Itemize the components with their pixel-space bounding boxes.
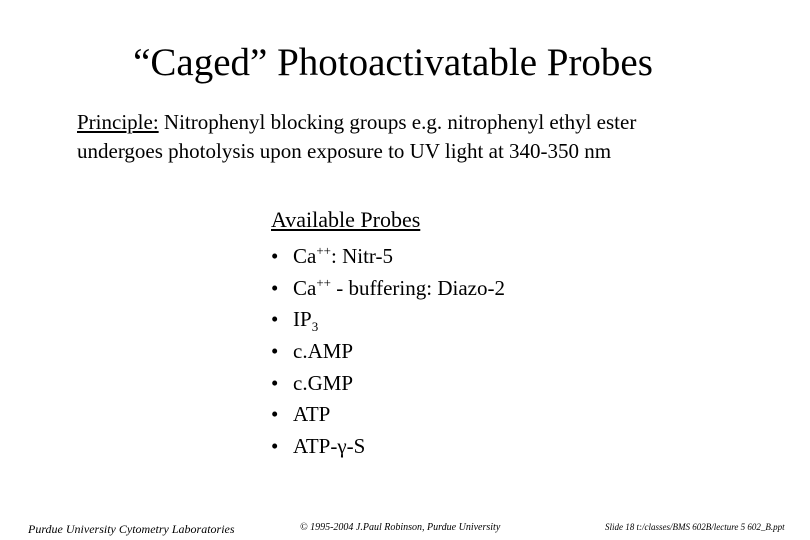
list-item: [271, 336, 505, 368]
probe-base: Ca: [293, 275, 317, 300]
principle-line-1: [77, 108, 777, 137]
probe-superscript: ++: [316, 243, 331, 258]
bullet-icon: •: [271, 339, 279, 364]
principle-line-1-text: Nitrophenyl blocking groups e.g. nitrophenyl ethyl ester: [158, 110, 637, 134]
slide-title: “Caged” Photoactivatable Probes: [133, 41, 653, 84]
list-item: [271, 273, 505, 305]
probe-text: c.AMP: [293, 339, 354, 364]
probe-subscript: 3: [311, 319, 319, 335]
probe-text: ATP: [293, 402, 331, 427]
list-item: [271, 304, 505, 336]
bullet-icon: •: [271, 370, 279, 395]
list-item: [271, 241, 505, 273]
footer-left: Purdue University Cytometry Laboratories: [28, 522, 235, 536]
footer-slide-info: Slide 18 t:/classes/BMS 602B/lecture 5 602_B.ppt: [605, 522, 785, 532]
probe-base: IP: [293, 307, 312, 332]
principle-line-2: undergoes photolysis upon exposure to UV light at 340-350 nm: [77, 139, 612, 163]
bullet-icon: •: [271, 244, 279, 268]
principle-label: Principle:: [77, 110, 159, 134]
list-item: [271, 368, 505, 400]
bullet-icon: •: [271, 275, 279, 300]
probe-superscript: ++: [316, 274, 331, 290]
probe-text: : Nitr-5: [331, 244, 393, 268]
bullet-icon: •: [271, 307, 279, 332]
footer-copyright: © 1995-2004 J.Paul Robinson, Purdue University: [300, 522, 501, 533]
bullet-icon: •: [271, 402, 279, 427]
bullet-icon: •: [271, 434, 279, 459]
list-item: [271, 399, 505, 431]
list-item: [271, 431, 505, 463]
probe-text: c.GMP: [293, 370, 354, 395]
principle-text: [77, 108, 777, 166]
available-probes-heading: Available Probes: [271, 207, 421, 232]
probe-text: ATP-γ-S: [293, 434, 366, 459]
probe-list: [271, 241, 505, 463]
probe-text: - buffering: Diazo-2: [331, 275, 505, 300]
probe-base: Ca: [293, 244, 317, 268]
